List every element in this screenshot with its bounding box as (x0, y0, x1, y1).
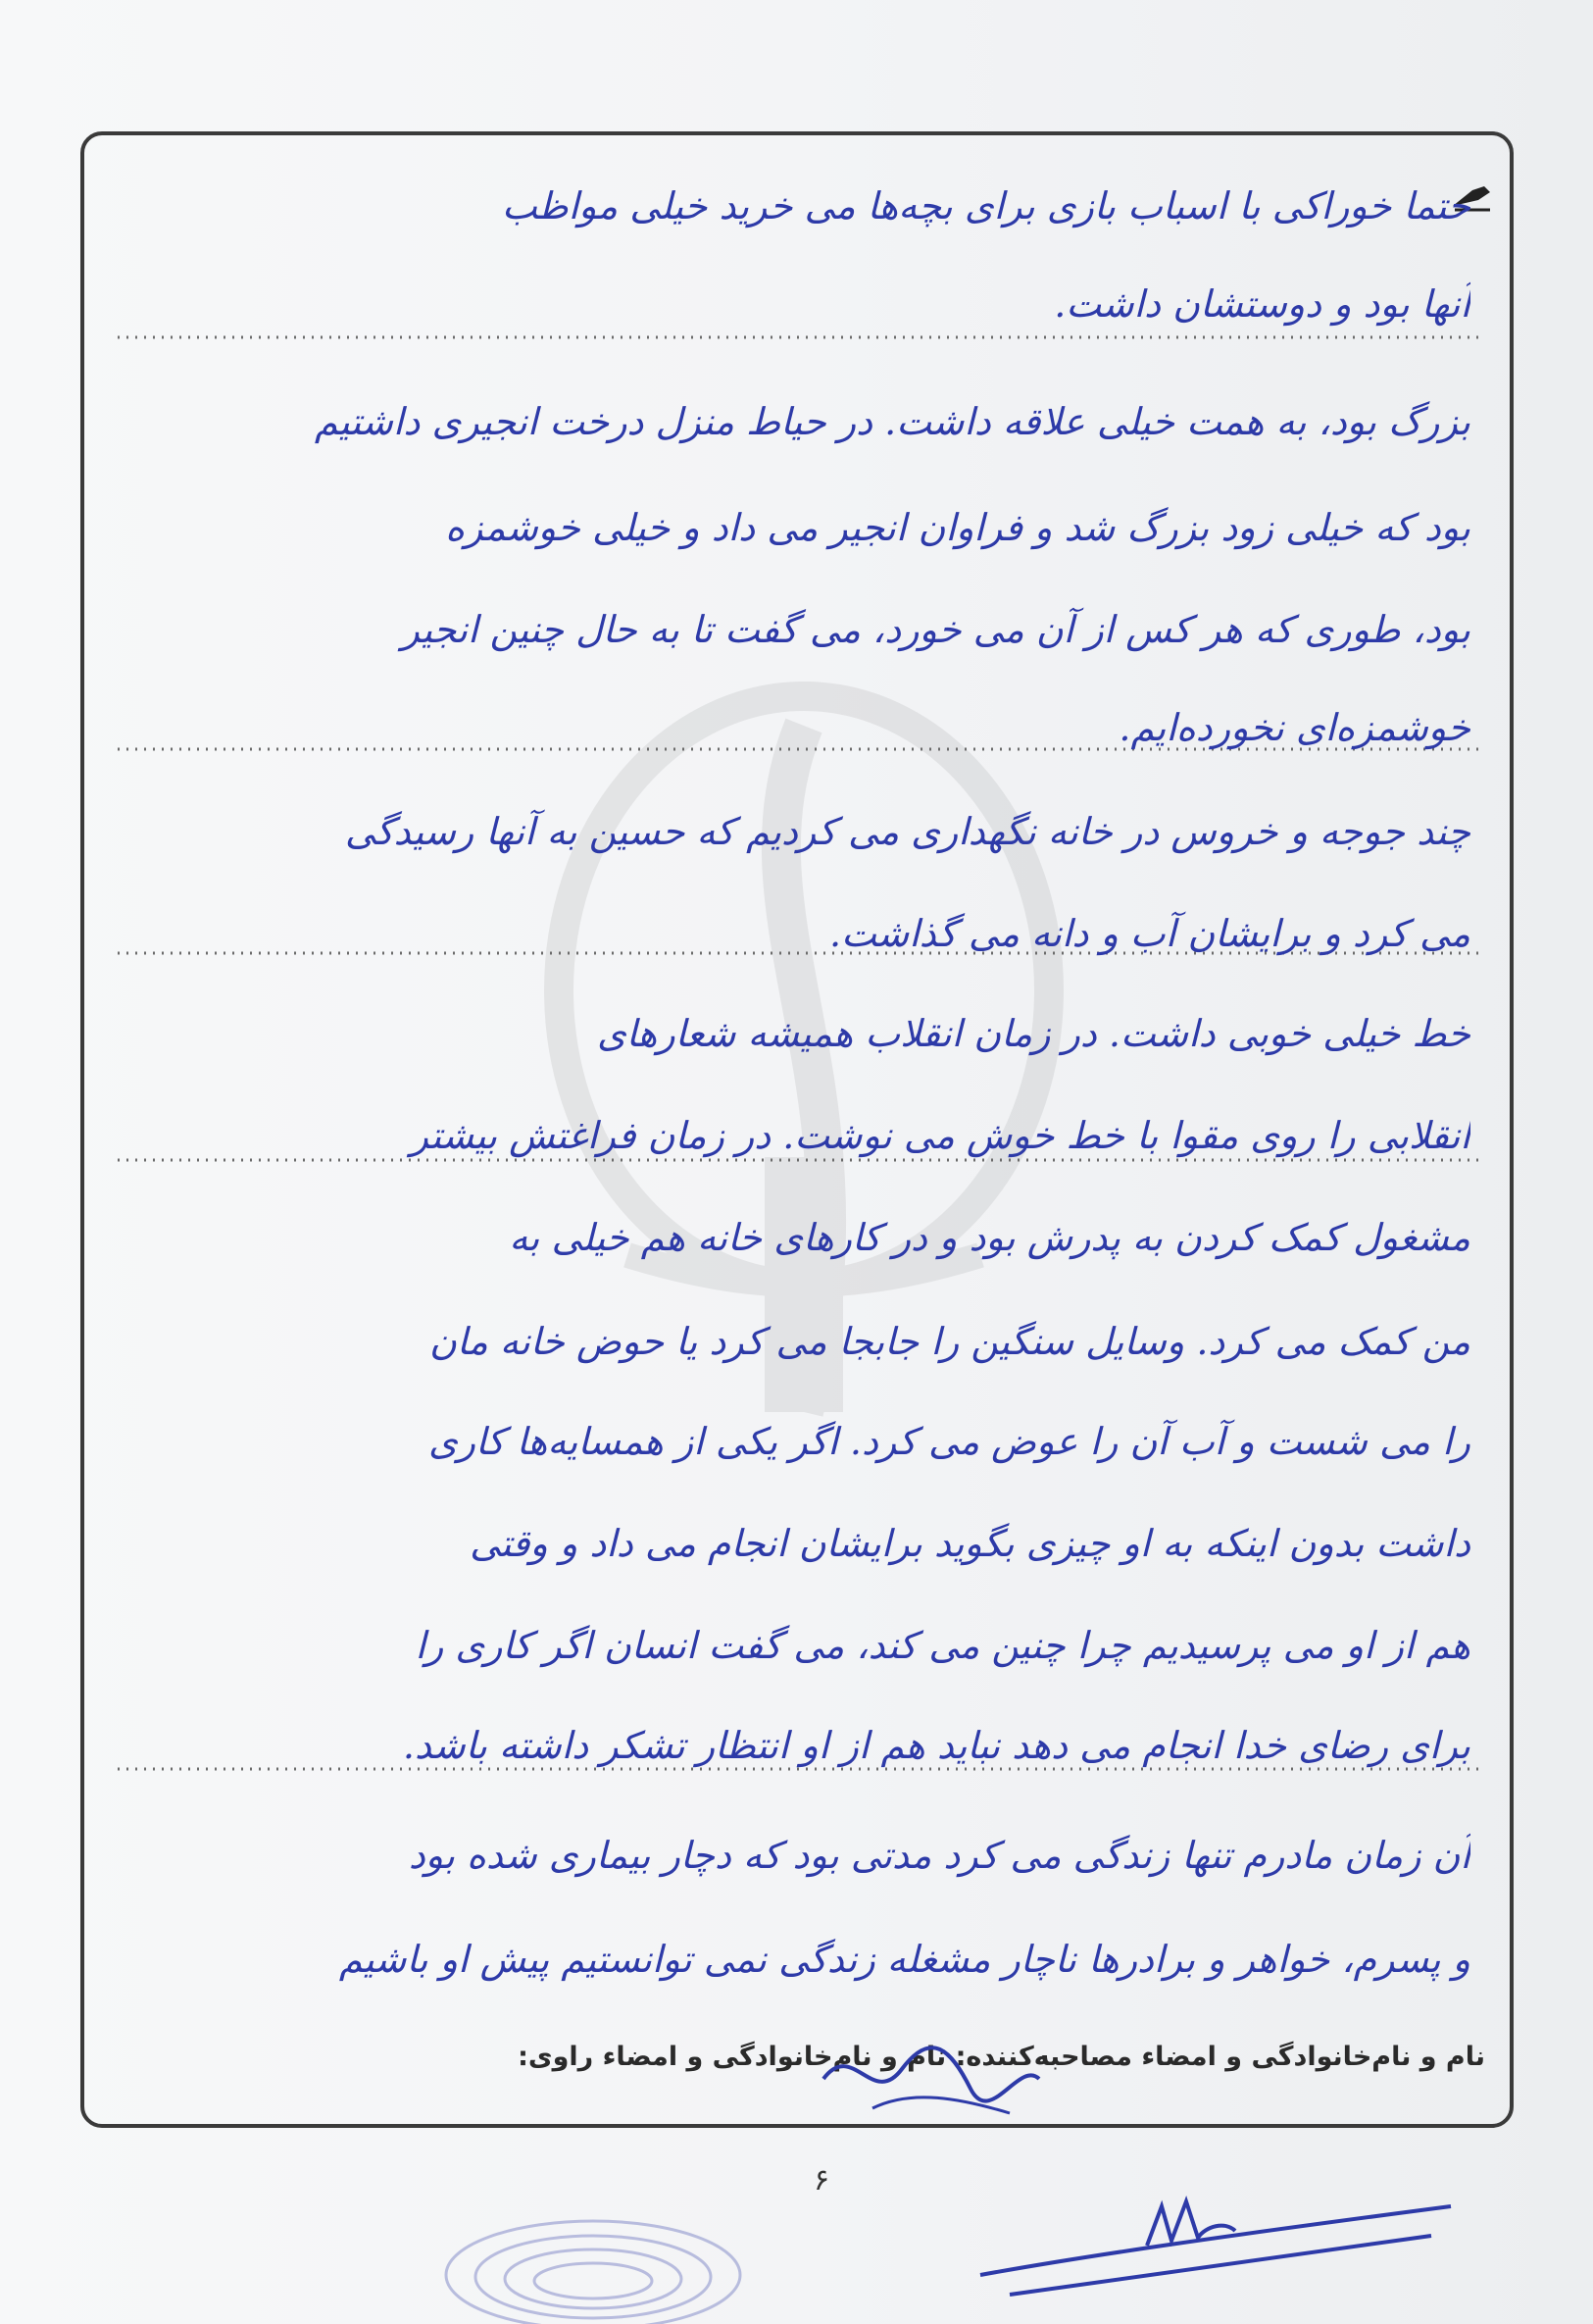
handwriting-line-16: برای رضای خدا انجام می دهد نباید هم از او انتظار تشکر داشته باشد. (402, 1724, 1470, 1767)
handwriting-line-18: و پسرم، خواهر و برادرها ناچار مشغله زندگی نمی توانستیم پیش او باشیم (338, 1938, 1470, 1981)
handwriting-line-10: انقلابی را روی مقوا با خط خوش می نوشت. در زمان فراغتش بیشتر (410, 1114, 1470, 1157)
handwriting-line-11: مشغول کمک کردن به پدرش بود و در کارهای خانه هم خیلی به (509, 1216, 1470, 1259)
handwriting-line-12: من کمک می کرد. وسایل سنگین را جابجا می کرد یا حوض خانه مان (428, 1320, 1470, 1363)
handwriting-line-5: بود، طوری که هر کس از آن می خورد، می گفت تا به حال چنین انجیر (401, 608, 1470, 651)
handwriting-line-3: بزرگ بود، به همت خیلی علاقه داشت. در حیاط منزل درخت انجیری داشتیم (314, 400, 1470, 443)
page-number: ۶ (814, 2163, 830, 2198)
handwriting-line-8: می کرد و برایشان آب و دانه می گذاشت. (828, 912, 1470, 955)
handwriting-line-1: حتما خوراکی با اسباب بازی برای بچه‌ها می خرید خیلی مواظب (502, 184, 1470, 227)
handwriting-line-6: خوشمزه‌ای نخورده‌ایم. (1119, 706, 1470, 749)
fingerprint-icon (431, 2206, 755, 2324)
narrator-signature-icon (971, 2187, 1461, 2304)
handwriting-line-7: چند جوجه و خروس در خانه نگهداری می کردیم که حسین به آنها رسیدگی (344, 810, 1470, 853)
handwriting-line-14: داشت بدون اینکه به او چیزی بگوید برایشان انجام می داد و وقتی (470, 1522, 1470, 1565)
handwriting-line-2: آنها بود و دوستشان داشت. (1054, 282, 1470, 326)
handwriting-line-13: را می شست و آب آن را عوض می کرد. اگر یکی از همسایه‌ها کاری (427, 1420, 1470, 1463)
handwriting-line-4: بود که خیلی زود بزرگ شد و فراوان انجیر می داد و خیلی خوشمزه (445, 506, 1470, 549)
handwriting-line-9: خط خیلی خوبی داشت. در زمان انقلاب همیشه شعارهای (597, 1012, 1470, 1055)
handwriting-line-15: هم از او می پرسیدیم چرا چنین می کند، می گفت انسان اگر کاری را (415, 1624, 1470, 1667)
interviewer-signature-icon (814, 2020, 1049, 2128)
handwriting-line-17: آن زمان مادرم تنها زندگی می کرد مدتی بود که دچار بیماری شده بود (408, 1834, 1470, 1877)
signature-label: نام و نام‌خانوادگی و امضاء مصاحبه‌کننده: نام و نام‌خانوادگی و امضاء راوی: (518, 2042, 1485, 2072)
